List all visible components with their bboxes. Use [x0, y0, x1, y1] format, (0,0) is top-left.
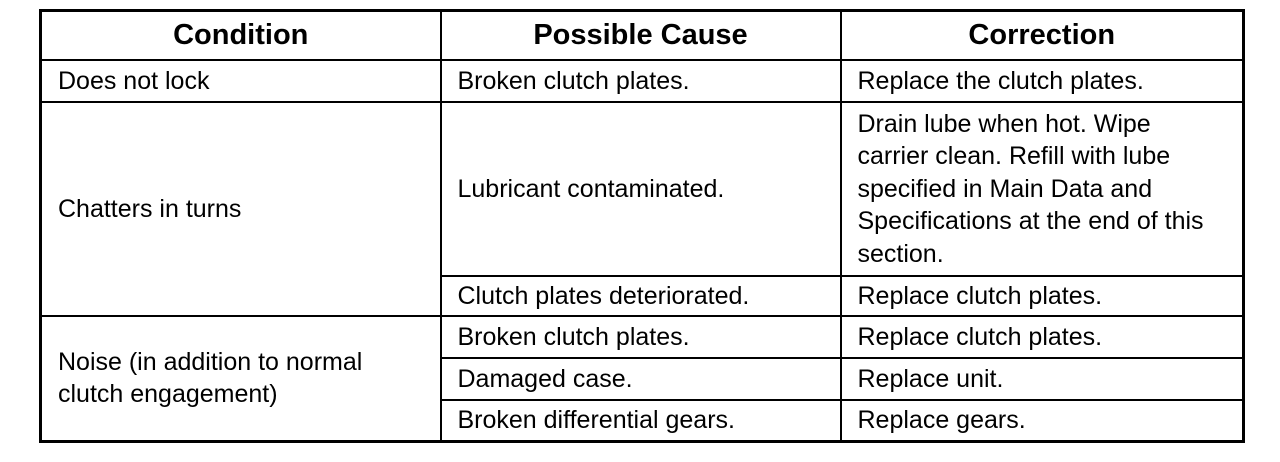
cause-cell: Lubricant contaminated. — [441, 102, 841, 276]
table-row — [41, 316, 1244, 358]
correction-cell: Replace gears. — [841, 400, 1244, 441]
header-correction: Correction — [841, 11, 1244, 61]
correction-cell: Replace clutch plates. — [841, 316, 1244, 358]
troubleshooting-table — [39, 9, 1245, 443]
table-row — [41, 60, 1244, 102]
correction-cell: Drain lube when hot. Wipe carrier clean. Refill with lube specified in Main Data and Specifications at the end of this section. — [841, 102, 1244, 276]
condition-cell: Does not lock — [41, 60, 441, 102]
condition-cell: Chatters in turns — [41, 102, 441, 316]
cause-cell: Damaged case. — [441, 358, 841, 400]
cause-cell: Broken clutch plates. — [441, 60, 841, 102]
condition-cell: Noise (in addition to normal clutch engagement) — [41, 316, 441, 441]
cause-cell: Broken clutch plates. — [441, 316, 841, 358]
correction-cell: Replace clutch plates. — [841, 276, 1244, 316]
header-condition: Condition — [41, 11, 441, 61]
table-row — [41, 102, 1244, 276]
correction-cell: Replace the clutch plates. — [841, 60, 1244, 102]
header-possible-cause: Possible Cause — [441, 11, 841, 61]
cause-cell: Broken differential gears. — [441, 400, 841, 441]
cause-cell: Clutch plates deteriorated. — [441, 276, 841, 316]
table-header-row — [41, 11, 1244, 61]
correction-cell: Replace unit. — [841, 358, 1244, 400]
